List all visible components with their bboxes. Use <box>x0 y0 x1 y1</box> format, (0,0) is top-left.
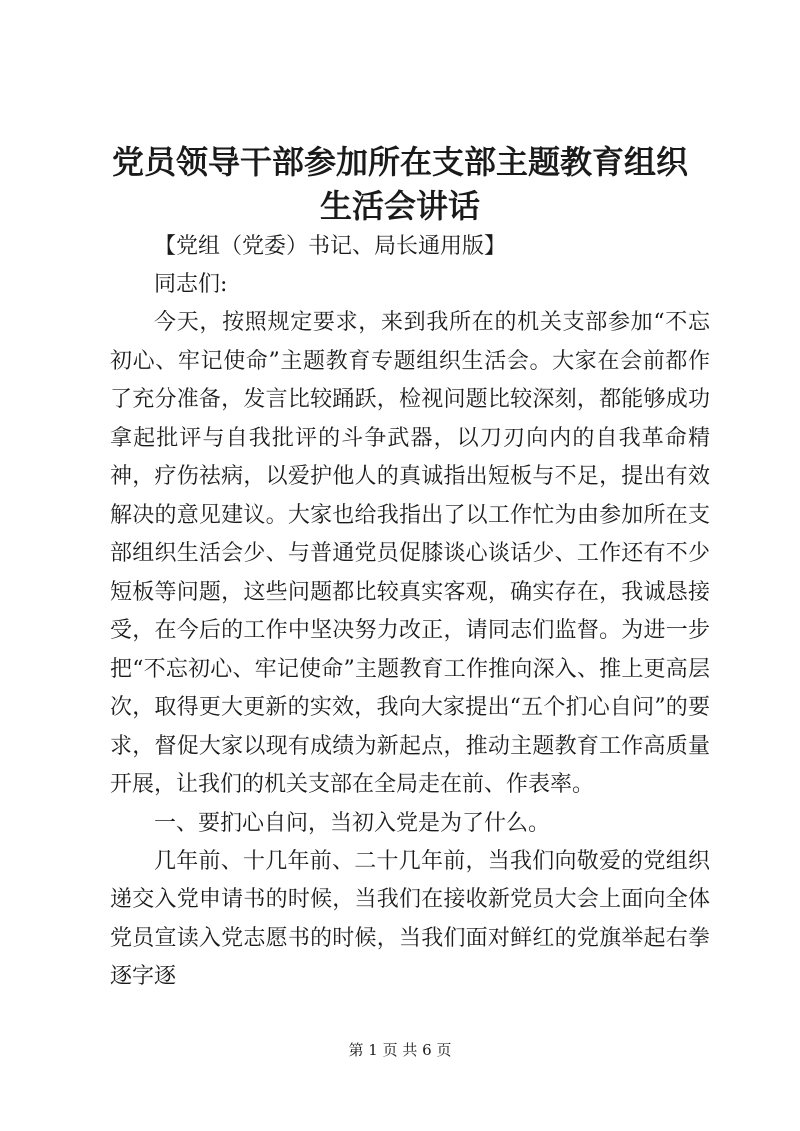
greeting: 同志们: <box>154 272 228 297</box>
paragraph-intro: 今天，按照规定要求，来到我所在的机关支部参加“不忘初心、牢记使命”主题教育专题组织生活会。大家在会前都作了充分准备，发言比较踊跃，检视问题比较深刻，都能够成功拿起批评与自我批评的斗争武器，以刀刃向内的自我革命精神，疗伤祛病，以爱护他人的真诚指出短板与不足，提出有效解决的意见建议。大家也给我指出了以工作忙为由参加所在支部组织生活会少、与普通党员促膝谈心谈话少、工作还有不少短板等问题，这些问题都比较真实客观，确实存在，我诚恳接受，在今后的工作中坚决努力改正，请同志们监督。为进一步把“不忘初心、牢记使命”主题教育工作推向深入、推上更高层次，取得更大更新的实效，我向大家提出“五个扪心自问”的要求，督促大家以现有成绩为新起点，推动主题教育工作高质量开展，让我们的机关支部在全局走在前、作表率。 <box>110 310 710 797</box>
document-title: 党员领导干部参加所在支部主题教育组织生活会讲话 <box>111 143 688 225</box>
subtitle: 【党组（党委）书记、局长通用版】 <box>154 234 507 259</box>
page-footer: 第 1 页 共 6 页 <box>348 1041 452 1059</box>
paragraph-section-1: 几年前、十几年前、二十几年前，当我们向敬爱的党组织递交入党申请书的时候，当我们在接收新党员大会上面向全体党员宣读入党志愿书的时候，当我们面对鲜红的党旗举起右拳逐字逐 <box>110 848 710 989</box>
section-heading-1: 一、要扪心自问，当初入党是为了什么。 <box>154 810 551 836</box>
document-body <box>110 228 710 997</box>
